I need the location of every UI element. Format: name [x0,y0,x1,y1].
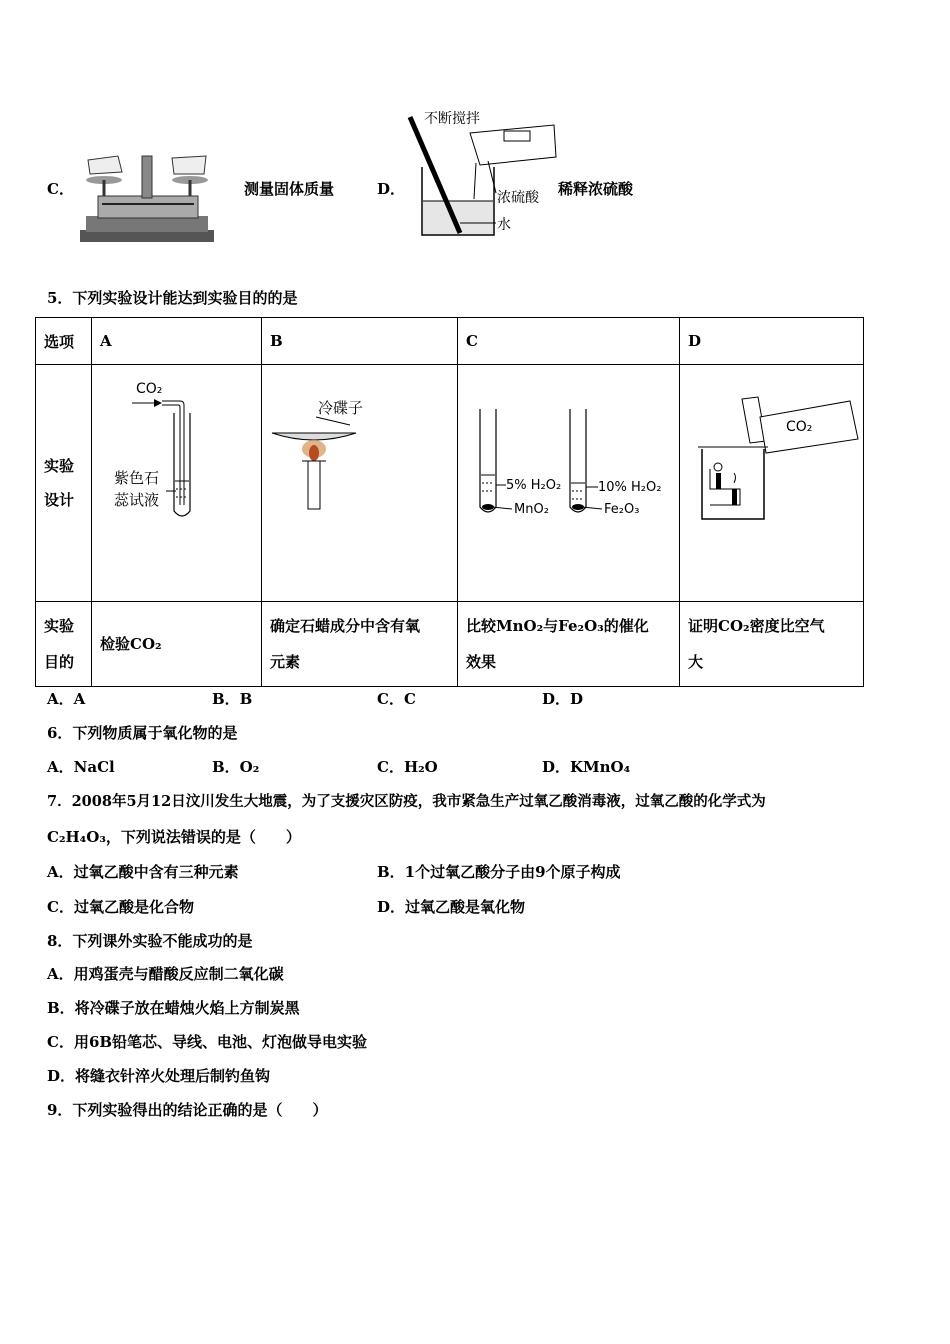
q8-answer-d[interactable]: D．将缝衣针淬火处理后制钓鱼钩 [47,1067,271,1085]
balance-scale-figure [78,152,218,244]
header-c: C [458,318,680,365]
fig-c-left-top: 5% H₂O₂ [506,478,562,493]
q8-answer-c[interactable]: C．用6B铅笔芯、导线、电池、灯泡做导电实验 [47,1033,368,1051]
q5-answer-a[interactable]: A．A [47,690,86,708]
q4-option-c-letter: C． [47,180,74,198]
purpose-c-line-2: 效果 [466,653,497,671]
purpose-label-2: 目的 [44,653,75,671]
q4-option-c-desc: 测量固体质量 [244,180,335,198]
q6-answer-a[interactable]: A．NaCl [47,758,115,776]
purpose-b-line-2: 元素 [270,653,301,671]
q7-answer-b[interactable]: B．1个过氧乙酸分子由9个原子构成 [377,863,621,881]
fig-a-liquid-1: 紫色石 [114,469,160,487]
purpose-label-1: 实验 [44,617,75,635]
dilute-acid-figure [404,105,564,240]
design-a [92,365,262,602]
design-label [36,365,92,602]
purpose-d [680,602,864,687]
header-a: A [92,318,262,365]
fig-c-left-bottom: MnO₂ [514,502,549,517]
purpose-c [458,602,680,687]
design-c [458,365,680,602]
fig-a-gas: CO₂ [136,381,163,397]
q6-stem: 6．下列物质属于氧化物的是 [47,724,238,742]
purpose-d-line-2: 大 [688,653,704,671]
q4-option-d-letter: D． [377,180,406,198]
water-label: 水 [497,217,511,233]
q7-answer-d[interactable]: D．过氧乙酸是氧化物 [377,898,526,916]
purpose-b-line-1: 确定石蜡成分中含有氧 [270,617,421,635]
fig-c-right-top: 10% H₂O₂ [598,480,662,495]
design-b [262,365,458,602]
q7-answer-a[interactable]: A．过氧乙酸中含有三种元素 [47,863,239,881]
q5-stem: 5．下列实验设计能达到实验目的的是 [47,289,298,307]
purpose-a: 检验CO₂ [92,602,262,687]
design-label-1: 实验 [44,457,75,475]
stir-label: 不断搅拌 [424,111,480,127]
fig-b-label: 冷碟子 [318,399,364,417]
fig-d-gas: CO₂ [786,419,813,435]
conc-acid-label: 浓硫酸 [497,190,539,206]
fig-d-svg [680,365,864,597]
fig-a-svg [92,365,262,597]
fig-c-svg [458,365,680,597]
q6-answer-b[interactable]: B．O₂ [212,758,260,776]
q7-answer-c[interactable]: C．过氧乙酸是化合物 [47,898,194,916]
fig-b-svg [262,365,458,597]
q5-answer-b[interactable]: B．B [212,690,253,708]
header-b: B [262,318,458,365]
q8-answer-a[interactable]: A．用鸡蛋壳与醋酸反应制二氧化碳 [47,965,284,983]
q8-stem: 8．下列课外实验不能成功的是 [47,932,253,950]
design-label-2: 设计 [44,491,75,509]
q5-answer-c[interactable]: C．C [377,690,416,708]
fig-a-liquid-2: 蕊试液 [114,491,160,509]
q7-stem-line-1: 7．2008年5月12日汶川发生大地震，为了支援灾区防疫，我市紧急生产过氧乙酸消毒液，过氧乙酸的化学式为 [47,793,766,810]
purpose-label [36,602,92,687]
q7-stem-line-2: C₂H₄O₃，下列说法错误的是（ ） [47,828,301,846]
fig-c-right-bottom: Fe₂O₃ [604,502,640,517]
purpose-c-line-1: 比较MnO₂与Fe₂O₃的催化 [466,617,649,635]
design-d [680,365,864,602]
header-d: D [680,318,864,365]
q5-table [35,317,864,687]
q5-answer-d[interactable]: D．D [542,690,584,708]
purpose-b [262,602,458,687]
purpose-d-line-1: 证明CO₂密度比空气 [688,617,825,635]
q6-answer-c[interactable]: C．H₂O [377,758,438,776]
q6-answer-d[interactable]: D．KMnO₄ [542,758,631,776]
q8-answer-b[interactable]: B．将冷碟子放在蜡烛火焰上方制炭黑 [47,999,300,1017]
q4-option-d-desc: 稀释浓硫酸 [558,180,634,198]
q9-stem: 9．下列实验得出的结论正确的是（ ） [47,1101,328,1119]
header-option: 选项 [36,318,92,365]
